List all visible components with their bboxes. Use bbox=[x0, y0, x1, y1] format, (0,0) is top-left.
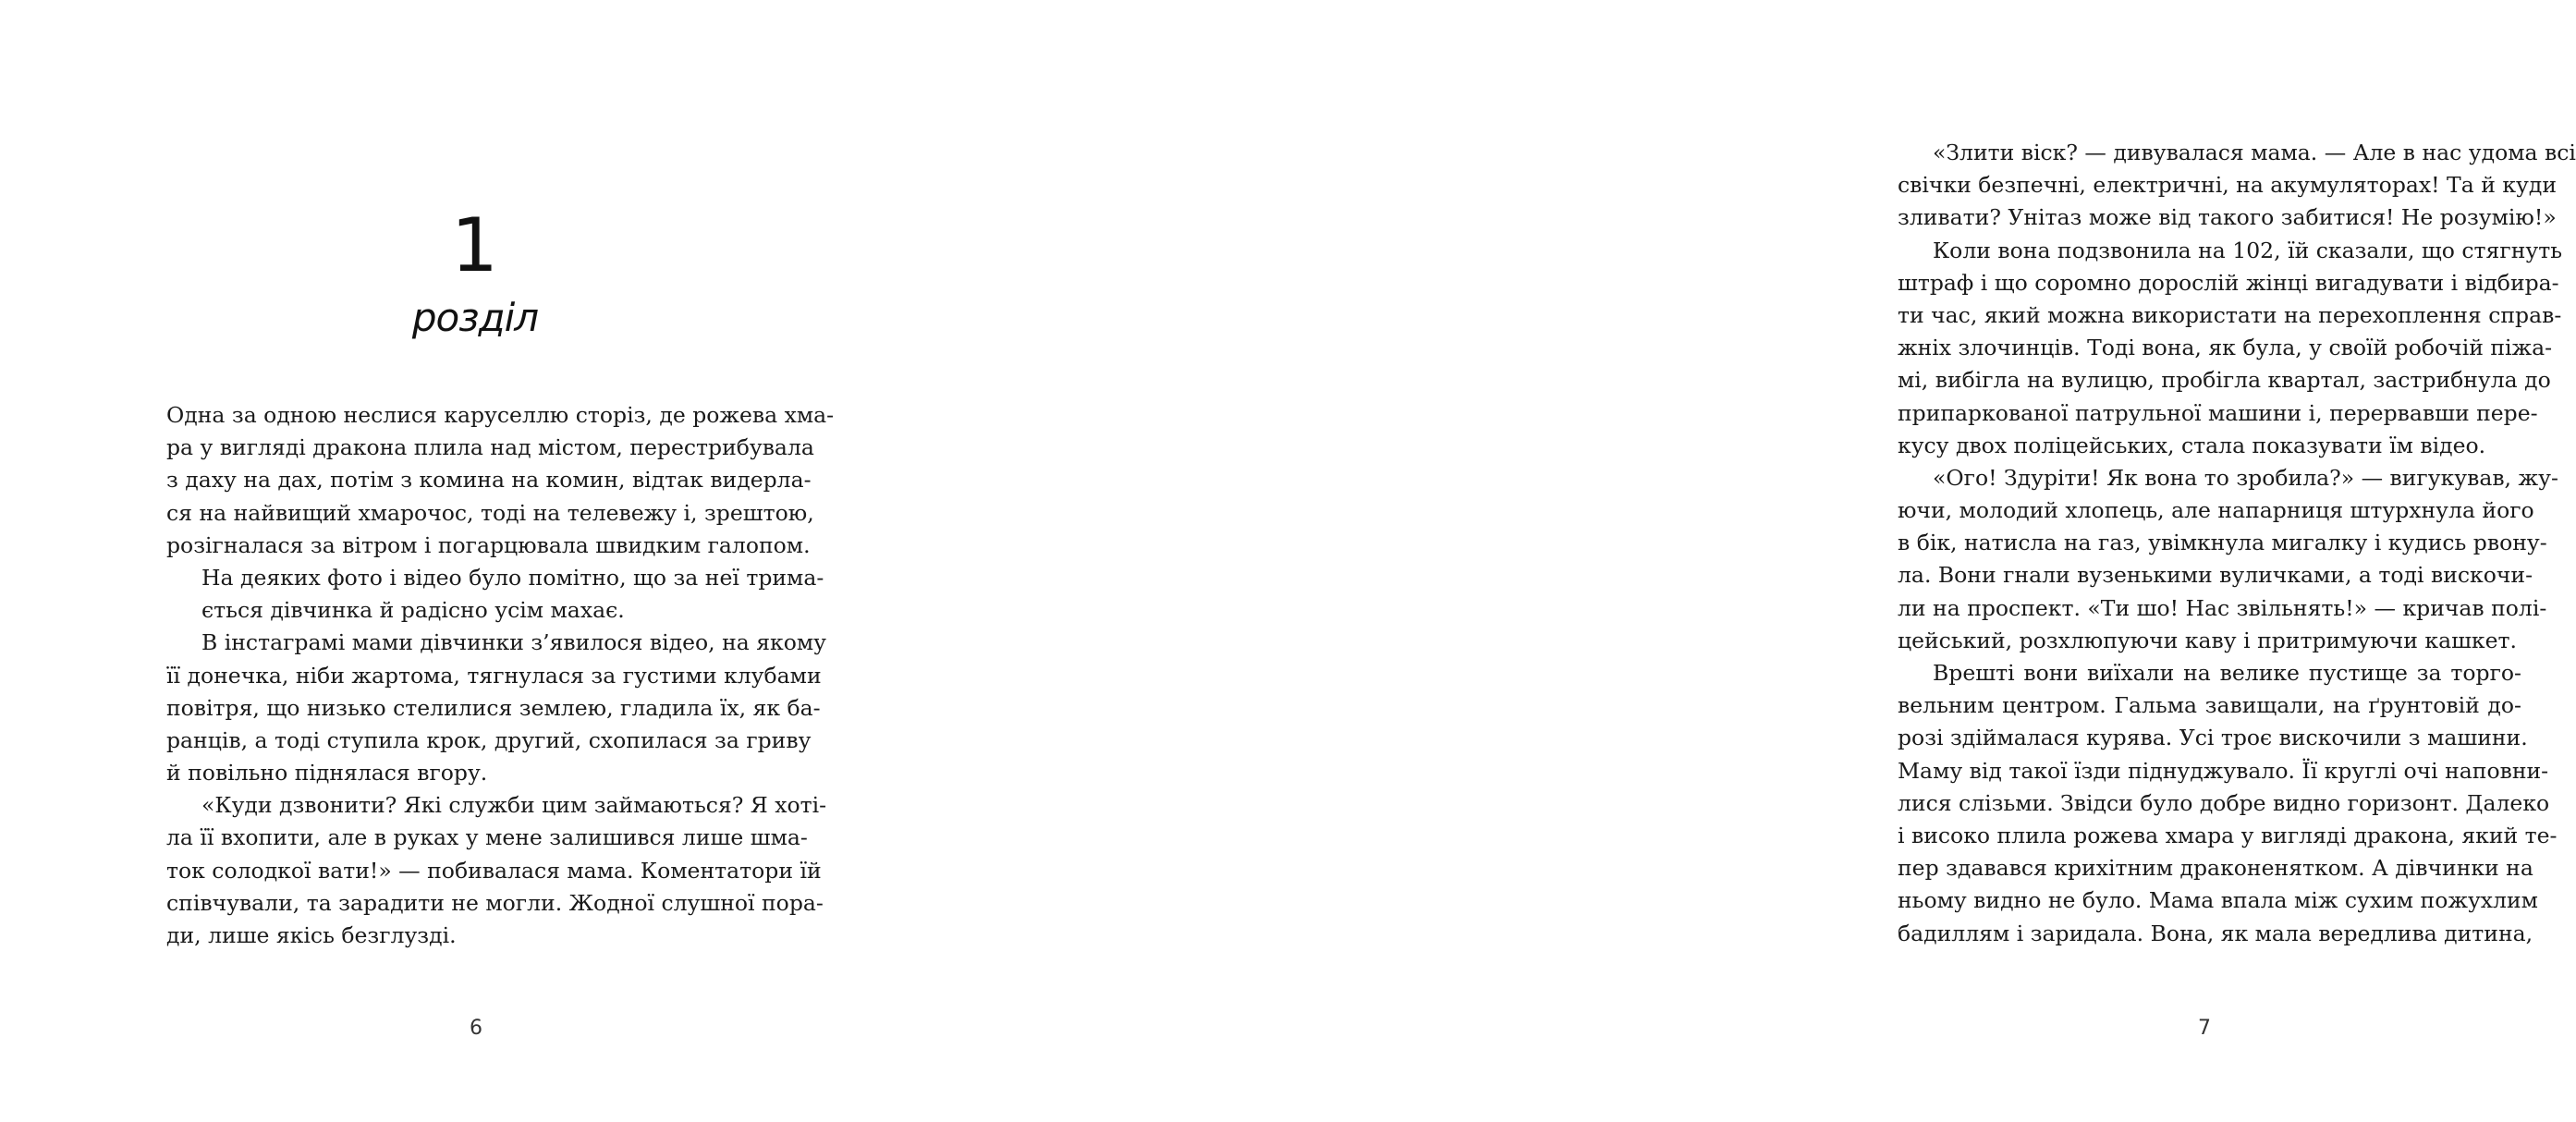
text-line: цейський, розхлюпуючи каву і притримуючи кашкет. bbox=[1898, 627, 2517, 653]
text-line: кусу двох поліцейських, стала показувати їм відео. bbox=[1898, 432, 2486, 458]
text-line: «Ого! Здуріти! Як вона то зробила?» — вигукував, жу- bbox=[1933, 464, 2558, 491]
text-line: ток солодкої вати!» — побивалася мама. Коментатори їй bbox=[166, 857, 822, 884]
text-line: пер здавався крихітним драконенятком. А дівчинки на bbox=[1898, 855, 2533, 882]
text-line: бадиллям і заридала. Вона, як мала вередлива дитина, bbox=[1898, 920, 2533, 946]
text-line: штраф і що соромно дорослій жінці вигадувати і відбира- bbox=[1898, 269, 2559, 296]
right-page-number: 7 bbox=[2198, 1017, 2211, 1040]
left-page-number: 6 bbox=[470, 1017, 482, 1040]
text-line: Маму від такої їзди піднуджувало. Її круглі очі наповни- bbox=[1898, 757, 2549, 784]
text-line: й повільно піднялася вгору. bbox=[166, 760, 488, 787]
text-line: зливати? Унітаз може від такого забитися! Не розумію!» bbox=[1898, 204, 2557, 231]
text-line: ди, лише якісь безглузді. bbox=[166, 922, 457, 948]
text-line: її донечка, ніби жартома, тягнулася за густими клубами bbox=[166, 662, 822, 689]
text-line: припаркованої патрульної машини і, перервавши пере- bbox=[1898, 399, 2538, 426]
text-line: Одна за одною неслися каруселлю сторіз, де рожева хма- bbox=[166, 402, 835, 428]
chapter-heading bbox=[335, 202, 616, 340]
text-line: ла її вхопити, але в руках у мене залишився лише шма- bbox=[166, 824, 808, 851]
text-line: Врешті вони виїхали на велике пустище за торго- bbox=[1933, 660, 2521, 686]
text-line: ючи, молодий хлопець, але напарниця штурхнула його bbox=[1898, 497, 2534, 524]
text-line: ла. Вони гнали вузенькими вуличками, а тоді вискочи- bbox=[1898, 562, 2533, 589]
text-line: На деяких фото і відео було помітно, що за неї трима- bbox=[201, 564, 824, 591]
text-line: свічки безпечні, електричні, на акумуляторах! Та й куди bbox=[1898, 172, 2557, 199]
text-line: «Куди дзвонити? Які служби цим займаються? Я хоті- bbox=[201, 792, 827, 819]
text-line: лися слізьми. Звідси було добре видно горизонт. Далеко bbox=[1898, 789, 2550, 816]
right-page-body-text bbox=[1898, 137, 2576, 950]
text-line: ранців, а тоді ступила крок, другий, схопилася за гриву bbox=[166, 726, 812, 753]
text-line: мі, вибігла на вулицю, пробігла квартал, застрибнула до bbox=[1898, 367, 2551, 394]
text-line: з даху на дах, потім з комина на комин, відтак видерла- bbox=[166, 467, 812, 494]
text-line: розігналася за вітром і погарцювала швидким галопом. bbox=[166, 531, 811, 558]
chapter-word: розділ bbox=[411, 295, 539, 340]
text-line: співчували, та зарадити не могли. Жодної слушної пора- bbox=[166, 889, 824, 916]
chapter-number: 1 bbox=[451, 202, 499, 288]
left-page bbox=[0, 0, 887, 1122]
text-line: ти час, який можна використати на перехоплення справ- bbox=[1898, 301, 2562, 328]
text-line: В інстаграмі мами дівчинки з’явилося відео, на якому bbox=[201, 629, 826, 656]
text-line: вельним центром. Гальма завищали, на ґрунтовій до- bbox=[1898, 692, 2521, 719]
text-line: Коли вона подзвонила на 102, їй сказали, що стягнуть bbox=[1933, 237, 2562, 263]
text-line: жніх злочинців. Тоді вона, як була, у своїй робочій піжа- bbox=[1898, 335, 2553, 361]
text-line: в бік, натисла на газ, увімкнула мигалку і кудись рвону- bbox=[1898, 530, 2547, 556]
text-line: розі здіймалася курява. Усі троє вискочили з машини. bbox=[1898, 725, 2528, 751]
left-page-body-text bbox=[166, 399, 835, 952]
text-line: повітря, що низько стелилися землею, гладила їх, як ба- bbox=[166, 694, 821, 721]
text-line: ли на проспект. «Ти шо! Нас звільнять!» — кричав полі- bbox=[1898, 594, 2547, 621]
text-line: ється дівчинка й радісно усім махає. bbox=[201, 597, 625, 624]
text-line: ра у вигляді дракона плила над містом, перестрибувала bbox=[166, 434, 814, 461]
right-page bbox=[887, 0, 2576, 1122]
text-line: ся на найвищий хмарочос, тоді на телевежу і, зрештою, bbox=[166, 499, 814, 526]
text-line: і високо плила рожева хмара у вигляді дракона, який те- bbox=[1898, 822, 2558, 848]
text-line: ньому видно не було. Мама впала між сухим пожухлим bbox=[1898, 887, 2538, 914]
text-line: «Злити віск? — дивувалася мама. — Але в нас удома всі bbox=[1933, 140, 2576, 165]
